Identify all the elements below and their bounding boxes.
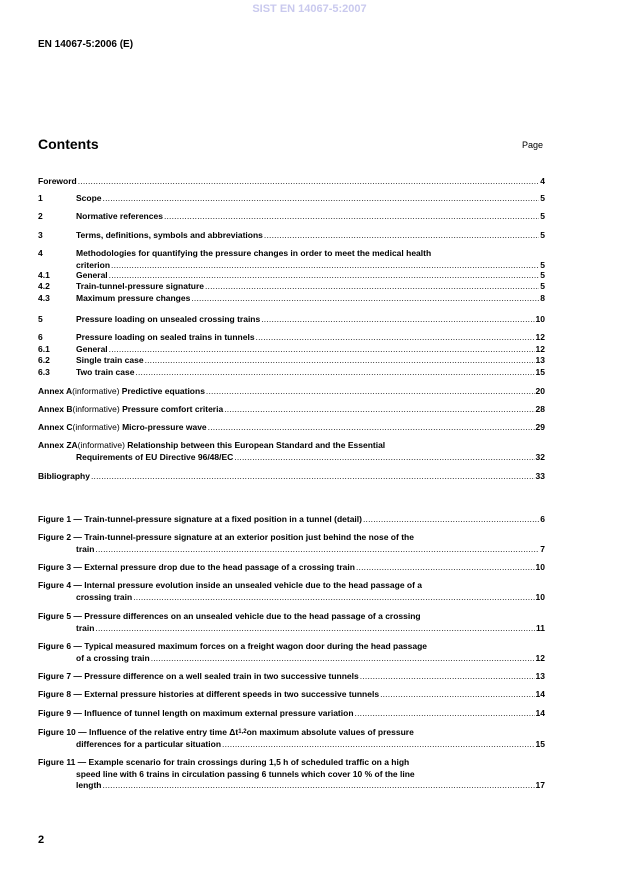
dot-leader — [355, 708, 535, 720]
page-ref: 15 — [535, 367, 545, 377]
dot-leader — [151, 653, 535, 665]
annex-label: Annex C — [38, 422, 73, 432]
entry-title-line: length — [76, 780, 102, 790]
entry-title-line: on maximum absolute values of pressure — [246, 727, 414, 737]
entry-title-line: speed line with 6 trains in circulation passing 6 tunnels which cover 10 % of the line — [76, 768, 415, 779]
entry-title-line: Pressure loading on unsealed crossing trains — [76, 314, 261, 324]
entry-title-line: train — [76, 543, 95, 554]
entry-line — [38, 293, 545, 305]
page-ref: 13 — [535, 355, 545, 365]
toc-entry[interactable] — [38, 440, 545, 463]
figure-entry[interactable] — [38, 708, 545, 720]
page-ref: 5 — [540, 230, 545, 240]
toc-entry[interactable] — [38, 367, 545, 379]
page-ref: 10 — [535, 562, 545, 572]
toc-entry[interactable] — [38, 281, 545, 293]
entry-line — [38, 440, 545, 452]
annex-label: Annex A — [38, 386, 73, 396]
page-ref: 12 — [535, 652, 545, 663]
entry-line — [38, 641, 545, 653]
dot-leader — [164, 211, 539, 223]
entry-line — [38, 344, 545, 356]
page-ref: 14 — [535, 708, 545, 718]
entry-title-line: Figure 7 — Pressure difference on a well sealed train in two successive tunnels — [38, 671, 359, 681]
entry-number: 6.1 — [38, 344, 50, 354]
annex-note: (informative) — [77, 440, 125, 450]
entry-line — [38, 708, 545, 720]
dot-leader — [264, 230, 539, 242]
page-ref: 28 — [535, 404, 545, 414]
entry-line — [38, 404, 545, 416]
entry-line — [38, 580, 545, 592]
toc-entry[interactable] — [38, 404, 545, 416]
entry-title-line: General — [76, 344, 108, 354]
entry-line — [38, 592, 545, 604]
dot-leader — [103, 193, 540, 205]
dot-leader — [95, 623, 535, 635]
entry-line — [38, 757, 545, 769]
entry-line — [38, 671, 545, 683]
toc-entry[interactable] — [38, 471, 545, 483]
page-ref: 14 — [535, 689, 545, 699]
annex-label: Annex ZA — [38, 440, 78, 450]
page-column-header: Page — [522, 140, 544, 150]
toc-entry[interactable] — [38, 355, 545, 367]
page-ref: 8 — [540, 293, 545, 303]
annex-note: (informative) — [72, 404, 120, 414]
dot-leader — [256, 332, 535, 344]
entry-line — [38, 623, 545, 635]
figure-entry[interactable] — [38, 580, 545, 603]
toc-entry[interactable] — [38, 211, 545, 223]
entry-title-line: Figure 11 — Example scenario for train crossings during 1,5 h of scheduled traffic on a high — [38, 757, 410, 767]
page-ref: 12 — [535, 344, 545, 354]
entry-title-line: Terms, definitions, symbols and abbreviations — [76, 230, 263, 240]
page-ref: 33 — [535, 471, 545, 481]
page-number: 2 — [38, 834, 45, 846]
entry-title-line: Figure 8 — External pressure histories at different speeds in two successive tunnels — [38, 689, 380, 699]
entry-line — [38, 780, 545, 792]
entry-title-line: Figure 3 — External pressure drop due to the head passage of a crossing train — [38, 562, 355, 572]
entry-line — [38, 514, 545, 526]
subscript: 1,2 — [238, 729, 247, 735]
page-ref: 12 — [535, 332, 545, 342]
entry-line — [38, 355, 545, 367]
entry-line — [38, 611, 545, 623]
entry-line — [38, 332, 545, 344]
page-ref: 11 — [536, 622, 545, 633]
entry-number: 6 — [38, 332, 43, 342]
entry-line — [38, 193, 545, 205]
document-id: EN 14067-5:2006 (E) — [38, 39, 134, 50]
entry-line — [38, 544, 545, 556]
toc-entry[interactable] — [38, 386, 545, 398]
entry-title-line: Relationship between this European Standard and the Essential — [127, 440, 386, 450]
dot-leader — [95, 544, 539, 556]
toc-entry[interactable] — [38, 314, 545, 326]
entry-number: 2 — [38, 211, 43, 221]
figure-entry[interactable] — [38, 562, 545, 574]
annex-note: (informative) — [72, 386, 120, 396]
page-ref: 5 — [540, 281, 545, 291]
annex-note: (informative) — [72, 422, 120, 432]
dot-leader — [363, 514, 539, 526]
toc-entry[interactable] — [38, 344, 545, 356]
page-ref: 5 — [540, 211, 545, 221]
entry-line — [38, 769, 545, 781]
dot-leader — [261, 314, 534, 326]
page-ref: 20 — [535, 386, 545, 396]
page-ref: 7 — [540, 543, 545, 554]
dot-leader — [222, 739, 535, 751]
dot-leader — [109, 270, 540, 282]
entry-title-line: crossing train — [76, 591, 133, 602]
page-ref: 13 — [535, 671, 545, 681]
toc-entry[interactable] — [38, 422, 545, 434]
entry-title-line: Requirements of EU Directive 96/48/EC — [76, 451, 234, 462]
entry-title-line: Figure 4 — Internal pressure evolution inside an unsealed vehicle due to the head passage of a — [38, 580, 423, 590]
toc-entry[interactable] — [38, 332, 545, 344]
dot-leader — [109, 344, 535, 356]
entry-number: 6.2 — [38, 355, 50, 365]
entry-line — [38, 689, 545, 701]
entry-title-line: Figure 2 — Train-tunnel-pressure signature at an exterior position just behind the nose of the — [38, 532, 414, 542]
annex-label: Annex B — [38, 404, 73, 414]
entry-title-line: Train-tunnel-pressure signature — [76, 281, 204, 291]
dot-leader — [206, 386, 535, 398]
dot-leader — [360, 671, 535, 683]
entry-line — [38, 452, 545, 464]
dot-leader — [224, 404, 534, 416]
entry-title-line: Figure 9 — Influence of tunnel length on maximum external pressure variation — [38, 708, 354, 718]
entry-title-line: General — [76, 270, 108, 280]
entry-title-line: differences for a particular situation — [76, 738, 222, 749]
entry-title-line: Figure 5 — Pressure differences on an unsealed vehicle due to the head passage of a crossing — [38, 611, 421, 621]
dot-leader — [135, 367, 534, 379]
entry-number: 4.1 — [38, 270, 50, 280]
entry-title-line: Pressure loading on sealed trains in tunnels — [76, 332, 255, 342]
entry-title-line: train — [76, 622, 95, 633]
entry-title-line: Figure 1 — Train-tunnel-pressure signature at a fixed position in a tunnel (detail) — [38, 514, 362, 524]
entry-title-line: Predictive equations — [121, 386, 205, 396]
entry-number: 5 — [38, 314, 43, 324]
toc-entry[interactable] — [38, 270, 545, 282]
page-ref: 5 — [540, 259, 545, 270]
entry-title-line: Maximum pressure changes — [76, 293, 191, 303]
figure-entry[interactable] — [38, 611, 545, 634]
figure-entry[interactable] — [38, 532, 545, 555]
entry-title-line: Figure 6 — Typical measured maximum forces on a freight wagon door during the head passage — [38, 641, 428, 651]
dot-leader — [191, 293, 539, 305]
entry-line — [38, 367, 545, 379]
entry-line — [38, 281, 545, 293]
entry-line — [38, 532, 545, 544]
entry-line — [38, 248, 545, 260]
toc-entry[interactable] — [38, 230, 545, 242]
entry-title-line: Two train case — [76, 367, 135, 377]
entry-title-line: Foreword — [38, 176, 77, 186]
entry-line — [38, 422, 545, 434]
entry-title-line: criterion — [76, 259, 111, 270]
dot-leader — [91, 471, 535, 483]
dot-leader — [133, 592, 534, 604]
figure-entry[interactable] — [38, 727, 545, 750]
entry-title-line: Micro-pressure wave — [122, 422, 207, 432]
page-ref: 5 — [540, 270, 545, 280]
entry-line — [38, 727, 545, 739]
watermark: SIST EN 14067-5:2007 — [252, 3, 367, 15]
entry-title-line: Scope — [76, 193, 102, 203]
page-ref: 32 — [535, 451, 545, 462]
entry-line — [38, 562, 545, 574]
entry-title-line: Methodologies for quantifying the pressure changes in order to meet the medical health — [76, 248, 432, 258]
dot-leader — [208, 422, 535, 434]
figure-entry[interactable] — [38, 757, 545, 792]
page-ref: 10 — [535, 314, 545, 324]
entry-number: 6.3 — [38, 367, 50, 377]
dot-leader — [205, 281, 539, 293]
contents-title: Contents — [38, 136, 99, 152]
entry-title-line: Figure 10 — Influence of the relative entry time Δt — [38, 727, 239, 737]
page-ref: 10 — [535, 591, 545, 602]
entry-line — [38, 314, 545, 326]
entry-number: 4.2 — [38, 281, 50, 291]
dot-leader — [356, 562, 535, 574]
entry-line — [38, 176, 545, 188]
figure-entry[interactable] — [38, 641, 545, 664]
entry-number: 1 — [38, 193, 43, 203]
entry-title-line: Pressure comfort criteria — [122, 404, 224, 414]
entry-line — [38, 471, 545, 483]
entry-line — [38, 230, 545, 242]
entry-number: 3 — [38, 230, 43, 240]
dot-leader — [380, 689, 534, 701]
page-ref: 29 — [535, 422, 545, 432]
toc-entry[interactable] — [38, 293, 545, 305]
entry-line — [38, 386, 545, 398]
page-ref: 15 — [535, 738, 545, 749]
entry-title-line: Single train case — [76, 355, 144, 365]
dot-leader — [145, 355, 535, 367]
page-ref: 17 — [535, 780, 545, 790]
entry-line — [38, 739, 545, 751]
entry-title-line: Normative references — [76, 211, 163, 221]
page-ref: 6 — [540, 514, 545, 524]
entry-number: 4.3 — [38, 293, 50, 303]
entry-number: 4 — [38, 248, 43, 258]
figure-entry[interactable] — [38, 514, 545, 526]
entry-line — [38, 211, 545, 223]
entry-line — [38, 270, 545, 282]
dot-leader — [103, 780, 535, 792]
toc-entry[interactable] — [38, 248, 545, 271]
figure-entry[interactable] — [38, 671, 545, 683]
entry-title-line: Bibliography — [38, 471, 90, 481]
page-ref: 5 — [540, 193, 545, 203]
dot-leader — [234, 452, 534, 464]
entry-title-line: of a crossing train — [76, 652, 150, 663]
figure-entry[interactable] — [38, 689, 545, 701]
dot-leader — [78, 176, 540, 188]
toc-entry[interactable] — [38, 176, 545, 188]
toc-entry[interactable] — [38, 193, 545, 205]
page-ref: 4 — [540, 176, 545, 186]
entry-line — [38, 653, 545, 665]
